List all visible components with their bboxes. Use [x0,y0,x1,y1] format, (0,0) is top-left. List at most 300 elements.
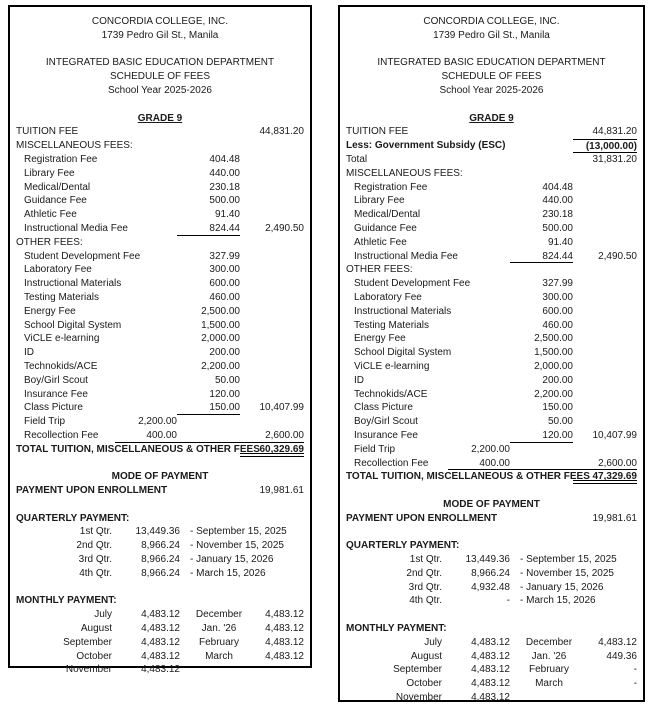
month-label: October [406,678,442,690]
fee-label: Student Development Fee [354,278,471,290]
fee-label: Recollection Fee [24,429,99,441]
fee-amount-col2: 460.00 [209,291,240,303]
fee-amount-col2: 2,500.00 [534,333,573,345]
monthly-payment-title: MONTHLY PAYMENT: [346,623,447,635]
fee-label: Library Fee [24,167,75,179]
fee-row [340,250,643,264]
fee-amount-col1: 400.00 [115,429,177,443]
fee-row [340,360,643,374]
month-label-2 [510,691,588,705]
fee-amount-col1 [115,305,177,319]
fee-label: Technokids/ACE [24,360,98,372]
fee-amount-col2: 300.00 [209,264,240,276]
fee-amount-col2: 91.40 [214,209,240,221]
fee-amount-col3 [240,153,304,167]
fee-amount-col2: 1,500.00 [201,319,240,331]
fee-amount-col1 [448,346,510,360]
school-address: 1739 Pedro Gil St., Manila [433,29,550,41]
fee-row [10,277,310,291]
fee-row [10,443,310,457]
fee-amount-col1 [448,305,510,319]
month-amount-2: 4,483.12 [598,636,637,648]
fee-amount-col2: 327.99 [542,278,573,290]
fee-amount-col1 [448,125,510,139]
fee-amount-col2: 50.00 [214,374,240,386]
fee-row [10,236,310,250]
monthly-row [340,636,643,650]
fee-amount-col3: 60,329.69 [240,443,304,457]
enrollment-amount: 19,981.61 [259,485,304,497]
fee-row [340,401,643,415]
month-amount-2 [588,691,637,705]
fee-amount-col3 [240,181,304,195]
fee-amount-col1: 2,200.00 [471,443,510,455]
fee-row [10,319,310,333]
fee-row [340,470,643,484]
enrollment-payment-row [340,512,643,526]
month-amount: 4,483.12 [471,650,510,662]
fee-row [10,139,310,153]
fee-amount-col2: 200.00 [542,374,573,386]
month-amount: 4,483.12 [141,609,180,621]
fee-amount-col3 [240,208,304,222]
fee-row [10,429,310,443]
fee-label: Instructional Media Fee [354,250,458,262]
fee-row [340,415,643,429]
fee-label: Guidance Fee [354,222,417,234]
month-amount: 4,483.12 [471,664,510,676]
monthly-row [340,691,643,705]
fee-amount-col2: 200.00 [209,347,240,359]
fee-amount-col3 [240,167,304,181]
fee-amount-col1 [448,181,510,195]
month-label-2: February [198,636,239,648]
quarter-due-date: - September 15, 2025 [520,554,617,566]
fee-amount-col3 [240,374,304,388]
fee-amount-col3: 44,831.20 [592,126,637,138]
fee-row [10,153,310,167]
month-label-2 [180,663,258,677]
fee-row [340,222,643,236]
fee-amount-col1 [448,319,510,333]
fee-label: Testing Materials [24,291,100,303]
mode-of-payment-title: MODE OF PAYMENT [443,498,540,510]
monthly-row [340,663,643,677]
fee-amount-col3 [573,167,637,181]
fee-amount-col1 [448,277,510,291]
fee-label: ID [24,347,34,359]
fee-table [340,125,643,484]
quarter-amount: 13,449.36 [465,554,510,566]
fee-row [340,139,643,153]
fee-amount-col3 [240,236,304,250]
fee-amount-col3 [573,401,637,415]
quarterly-row [340,594,643,608]
fee-label: Instructional Media Fee [24,222,128,234]
fee-row [10,291,310,305]
quarter-amount: 8,966.24 [141,554,180,566]
fee-label: School Digital System [24,319,122,331]
fee-amount-col2: 600.00 [209,278,240,290]
fee-amount-col3 [573,388,637,402]
fee-label: Medical/Dental [354,209,421,221]
fee-amount-col3 [573,319,637,333]
fee-label: Recollection Fee [354,457,429,469]
fee-label: Class Picture [24,402,83,414]
fee-row [340,181,643,195]
fee-label: School Digital System [354,347,452,359]
quarterly-payment-title: QUARTERLY PAYMENT: [16,512,130,524]
fee-amount-col2: 460.00 [542,319,573,331]
fee-amount-col1 [115,443,177,457]
fee-label: MISCELLANEOUS FEES: [16,140,133,152]
fee-label: Instructional Materials [24,278,122,290]
quarter-due-date: - March 15, 2026 [520,595,596,607]
fee-amount-col3 [573,222,637,236]
fee-label: MISCELLANEOUS FEES: [346,167,463,179]
fee-schedule-page-standard [8,5,312,676]
monthly-row [10,636,310,650]
school-name: CONCORDIA COLLEGE, INC. [423,16,560,27]
month-amount-2: 4,483.12 [265,609,304,621]
fee-row [10,194,310,208]
fee-row [340,167,643,181]
fee-amount-col3: 10,407.99 [259,402,304,414]
fee-label: ViCLE e-learning [354,360,430,372]
fee-label: Guidance Fee [24,195,87,207]
fee-amount-col3 [240,346,304,360]
fee-row [340,291,643,305]
fee-amount-col2: 440.00 [209,167,240,179]
fee-amount-col2 [510,443,573,457]
fee-row [340,153,643,167]
quarter-amount: - [506,595,510,607]
fee-label: TOTAL TUITION, MISCELLANEOUS & OTHER FEES [16,443,260,455]
month-amount-2: - [633,664,637,676]
fee-amount-col2 [177,125,240,139]
fee-amount-col1 [448,401,510,415]
fee-amount-col1 [448,415,510,429]
fee-schedule-page-esc-subsidy [338,5,645,702]
fee-label: TOTAL TUITION, MISCELLANEOUS & OTHER FEES [346,471,590,483]
quarterly-row [340,567,643,581]
fee-amount-col1 [448,236,510,250]
fee-label: Insurance Fee [354,429,418,441]
fee-row [10,401,310,415]
fee-label: TUITION FEE [346,126,409,138]
monthly-row [10,608,310,622]
fee-amount-col3 [573,443,637,457]
fee-amount-col2 [177,139,240,153]
fee-amount-col1 [115,277,177,291]
fee-amount-col1 [448,360,510,374]
fee-row [10,181,310,195]
fee-amount-col3 [240,360,304,374]
month-label-2: Jan. '26 [531,650,567,662]
fee-amount-col3: 10,407.99 [592,429,637,441]
enrollment-payment-row [10,484,310,498]
fee-amount-col3: 44,831.20 [259,126,304,138]
month-amount-2: - [633,678,637,690]
quarter-amount: 8,966.24 [141,567,180,579]
monthly-row [10,622,310,636]
quarter-label: 2nd Qtr. [76,540,112,552]
fee-amount-col3 [240,250,304,264]
fee-row [340,388,643,402]
quarter-label: 4th Qtr. [409,595,442,607]
fee-amount-col2: 150.00 [542,402,573,414]
fee-row [340,305,643,319]
fee-amount-col3 [573,332,637,346]
fee-amount-col2: 327.99 [209,250,240,262]
quarter-amount: 4,932.48 [471,581,510,593]
fee-amount-col3: 2,490.50 [598,250,637,262]
fee-amount-col3 [240,291,304,305]
fee-row [340,429,643,443]
fee-amount-col3 [573,291,637,305]
fee-label: Insurance Fee [24,388,88,400]
document-title: SCHEDULE OF FEES [441,71,542,83]
monthly-row [10,650,310,664]
month-amount-2: 4,483.12 [265,650,304,662]
fee-row [10,360,310,374]
fee-amount-col1 [115,181,177,195]
fee-amount-col2: 2,000.00 [201,333,240,345]
fee-amount-col2: 404.48 [542,181,573,193]
quarterly-row [10,525,310,539]
fee-label: Energy Fee [354,333,406,345]
fee-label: Registration Fee [24,153,98,165]
fee-amount-col2: 500.00 [209,195,240,207]
fee-amount-col1 [448,222,510,236]
enrollment-label: PAYMENT UPON ENROLLMENT [16,485,168,497]
month-amount: 4,483.12 [141,664,180,676]
fee-label: Athletic Fee [354,236,407,248]
month-label: August [80,623,112,635]
fee-amount-col1 [448,332,510,346]
quarterly-row [10,567,310,581]
department-name: INTEGRATED BASIC EDUCATION DEPARTMENT [45,57,275,69]
school-year: School Year 2025-2026 [439,84,544,96]
quarterly-row [340,553,643,567]
fee-row [340,457,643,471]
fee-amount-col1 [448,167,510,181]
fee-amount-col1 [448,429,510,443]
quarterly-row [10,539,310,553]
fee-label: Medical/Dental [24,181,91,193]
monthly-table [10,608,310,677]
fee-row [340,346,643,360]
fee-amount-col3 [573,277,637,291]
fee-amount-col2: 2,200.00 [201,360,240,372]
month-amount: 4,483.12 [471,692,510,704]
fee-amount-col3 [240,388,304,402]
quarter-label: 2nd Qtr. [406,567,442,579]
fee-label: OTHER FEES: [16,236,83,248]
fee-label: Student Development Fee [24,250,141,262]
fee-label: Field Trip [24,416,66,428]
month-amount-2: 4,483.12 [265,623,304,635]
fee-amount-col3 [573,374,637,388]
fee-row [340,332,643,346]
fee-amount-col3 [573,305,637,319]
fee-amount-col2: 2,200.00 [534,388,573,400]
fee-amount-col3: 47,329.69 [573,470,637,484]
fee-label: Energy Fee [24,305,76,317]
month-label: October [76,650,112,662]
fee-amount-col3: 2,490.50 [265,222,304,234]
month-label-2: February [528,664,569,676]
quarter-amount: 8,966.24 [141,540,180,552]
fee-amount-col1 [115,125,177,139]
fee-row [340,374,643,388]
fee-amount-col1 [115,250,177,264]
month-label: August [410,650,442,662]
fee-amount-col1 [448,250,510,264]
fee-amount-col3 [240,139,304,153]
fee-amount-col2: 824.44 [510,250,573,264]
fee-amount-col1 [448,291,510,305]
fee-label: Library Fee [354,195,405,207]
fee-label: Athletic Fee [24,209,77,221]
fee-label: Less: Government Subsidy (ESC) [346,140,506,152]
school-name: CONCORDIA COLLEGE, INC. [91,16,229,27]
month-label-2: December [195,609,243,621]
month-label-2: March [535,678,563,690]
fee-amount-col2: 230.18 [542,209,573,221]
fee-label: Boy/Girl Scout [24,374,88,386]
fee-amount-col1 [448,153,510,167]
monthly-payment-title: MONTHLY PAYMENT: [16,595,117,607]
fee-amount-col2 [177,236,240,250]
fee-amount-col1: 2,200.00 [138,416,177,428]
fee-amount-col1 [448,208,510,222]
month-amount: 4,483.12 [471,636,510,648]
fee-row [10,388,310,402]
fee-amount-col2: 2,000.00 [534,360,573,372]
fee-row [10,222,310,236]
fee-label: ViCLE e-learning [24,333,100,345]
fee-row [10,125,310,139]
fee-amount-col2: 120.00 [510,429,573,443]
quarterly-payment-title: QUARTERLY PAYMENT: [346,540,460,552]
fee-row [10,263,310,277]
department-name: INTEGRATED BASIC EDUCATION DEPARTMENT [377,57,606,69]
fee-amount-col2 [510,139,573,153]
month-label: November [65,664,112,676]
quarter-due-date: - January 15, 2026 [520,581,604,593]
month-amount: 4,483.12 [141,623,180,635]
fee-amount-col3: (13,000.00) [573,139,637,153]
quarterly-table [340,553,643,608]
fee-amount-col2: 1,500.00 [534,347,573,359]
fee-amount-col2: 404.48 [209,153,240,165]
monthly-row [10,663,310,677]
quarter-due-date: - November 15, 2025 [190,540,284,552]
fee-amount-col1 [115,222,177,236]
fee-row [340,208,643,222]
fee-amount-col3 [240,305,304,319]
month-label: July [94,609,112,621]
quarterly-row [10,553,310,567]
fee-label: ID [354,374,364,386]
month-label-2: Jan. '26 [201,623,237,635]
fee-amount-col2 [510,153,573,167]
fee-row [340,236,643,250]
fee-amount-col3 [240,319,304,333]
fee-row [340,263,643,277]
fee-label: Class Picture [354,402,413,414]
fee-label: TUITION FEE [16,126,79,138]
quarter-label: 1st Qtr. [409,554,442,566]
fee-amount-col3 [573,360,637,374]
fee-amount-col1 [115,346,177,360]
fee-amount-col3 [573,181,637,195]
month-amount: 4,483.12 [471,678,510,690]
month-amount-2: 4,483.12 [265,636,304,648]
fee-amount-col1: 400.00 [448,457,510,471]
fee-amount-col2 [510,457,573,471]
enrollment-amount: 19,981.61 [592,512,637,524]
month-label: September [393,664,442,676]
fee-amount-col3: 2,600.00 [240,429,304,443]
monthly-row [340,650,643,664]
fee-amount-col1 [448,139,510,153]
fee-amount-col2: 150.00 [177,401,240,415]
fee-amount-col2: 600.00 [542,305,573,317]
fee-amount-col3 [573,194,637,208]
grade-title: GRADE 9 [137,112,183,124]
fee-amount-col2: 440.00 [542,195,573,207]
fee-amount-col1 [115,291,177,305]
fee-amount-col1 [115,374,177,388]
fee-row [340,277,643,291]
quarter-due-date: - March 15, 2026 [190,567,266,579]
quarter-label: 4th Qtr. [79,567,112,579]
fee-row [10,250,310,264]
quarterly-table [10,525,310,580]
month-label: July [424,636,442,648]
quarter-amount: 13,449.36 [135,526,180,538]
quarter-label: 3rd Qtr. [408,581,442,593]
fee-table [10,125,310,456]
fee-amount-col1 [115,139,177,153]
quarterly-row [340,581,643,595]
fee-amount-col2: 120.00 [209,388,240,400]
fee-row [10,415,310,429]
fee-label: Laboratory Fee [24,264,92,276]
fee-row [10,167,310,181]
fee-row [10,305,310,319]
quarter-due-date: - January 15, 2026 [190,554,274,566]
month-amount-2: 449.36 [606,650,637,662]
monthly-table [340,636,643,705]
fee-row [340,125,643,139]
fee-amount-col2 [177,429,240,443]
fee-amount-col2: 824.44 [177,222,240,236]
quarter-amount: 8,966.24 [471,567,510,579]
fee-amount-col2 [510,263,573,277]
fee-amount-col2: 500.00 [542,222,573,234]
fee-label: Total [346,153,368,165]
fee-amount-col3 [240,194,304,208]
quarter-label: 3rd Qtr. [78,554,112,566]
fee-amount-col1 [115,360,177,374]
fee-row [10,332,310,346]
document-title: SCHEDULE OF FEES [109,71,211,83]
month-amount-2 [258,663,304,677]
fee-amount-col2 [510,125,573,139]
